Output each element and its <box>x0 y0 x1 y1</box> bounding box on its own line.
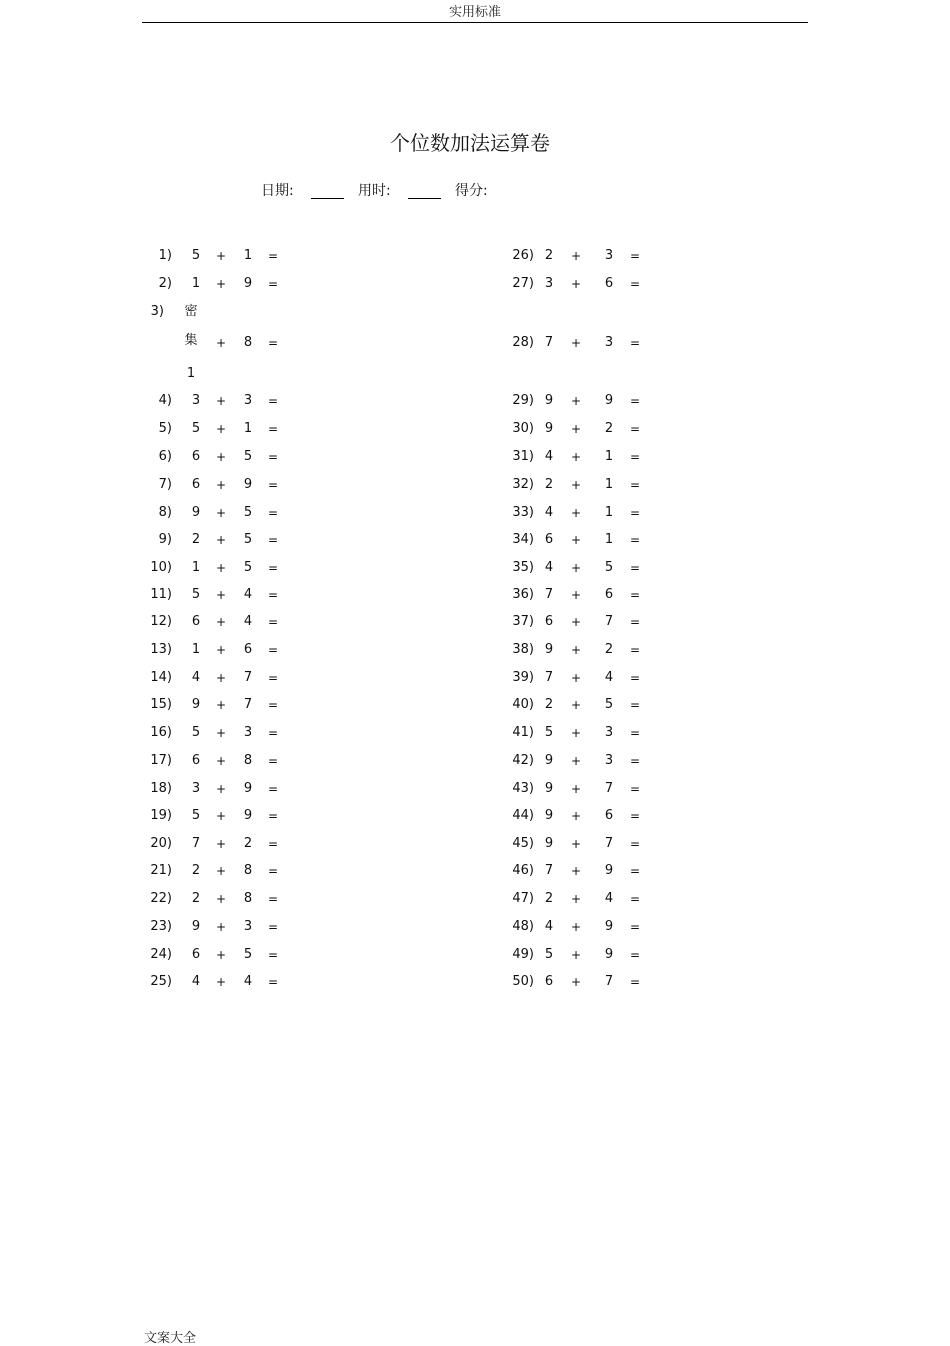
operand-a: 1 <box>191 276 201 291</box>
operand-a: 5 <box>544 947 554 962</box>
plus-sign: + <box>570 277 582 291</box>
problem-number: 15) <box>150 697 172 712</box>
operand-a: 1 <box>191 560 201 575</box>
equals-sign: = <box>267 643 279 657</box>
plus-sign: + <box>215 615 227 629</box>
equals-sign: = <box>267 754 279 768</box>
problem-number: 10) <box>150 560 172 575</box>
problem-number: 7) <box>158 477 172 492</box>
operand-a: 5 <box>191 587 201 602</box>
plus-sign: + <box>570 450 582 464</box>
equals-sign: = <box>267 277 279 291</box>
problem-number: 32) <box>512 477 534 492</box>
operand-b: 8 <box>243 753 253 768</box>
plus-sign: + <box>215 809 227 823</box>
problem-number: 12) <box>150 614 172 629</box>
operand-b: 3 <box>604 248 614 263</box>
plus-sign: + <box>570 561 582 575</box>
plus-sign: + <box>215 698 227 712</box>
equals-sign: = <box>267 478 279 492</box>
operand-a: 1 <box>191 642 201 657</box>
operand-a: 4 <box>191 670 201 685</box>
date-label: 日期: <box>261 183 294 199</box>
equals-sign: = <box>267 892 279 906</box>
operand-b: 9 <box>604 947 614 962</box>
operand-b: 1 <box>243 248 253 263</box>
problem-number: 28) <box>512 335 534 350</box>
equals-sign: = <box>267 506 279 520</box>
problem-number: 25) <box>150 974 172 989</box>
operand-b: 4 <box>243 587 253 602</box>
operand-a: 4 <box>191 974 201 989</box>
operand-b: 8 <box>243 863 253 878</box>
plus-sign: + <box>215 754 227 768</box>
operand-a: 9 <box>191 505 201 520</box>
operand-b: 9 <box>243 276 253 291</box>
problem-number: 39) <box>512 670 534 685</box>
problem-number: 17) <box>150 753 172 768</box>
problem-number: 4) <box>158 393 172 408</box>
problem-number: 1) <box>158 248 172 263</box>
plus-sign: + <box>215 975 227 989</box>
operand-a: 9 <box>544 393 554 408</box>
plus-sign: + <box>215 643 227 657</box>
operand-b: 9 <box>243 477 253 492</box>
equals-sign: = <box>267 837 279 851</box>
operand-a: 7 <box>544 863 554 878</box>
problem-number: 35) <box>512 560 534 575</box>
plus-sign: + <box>215 837 227 851</box>
operand-b: 7 <box>243 670 253 685</box>
operand-b: 1 <box>604 505 614 520</box>
operand-b: 3 <box>604 753 614 768</box>
problem-number: 47) <box>512 891 534 906</box>
time-label: 用时: <box>358 183 391 199</box>
operand-a: 9 <box>191 919 201 934</box>
operand-a: 3 <box>544 276 554 291</box>
operand-b: 8 <box>243 891 253 906</box>
equals-sign: = <box>267 450 279 464</box>
plus-sign: + <box>570 864 582 878</box>
plus-sign: + <box>570 837 582 851</box>
operand-a: 7 <box>191 836 201 851</box>
equals-sign: = <box>629 671 641 685</box>
operand-b: 6 <box>604 587 614 602</box>
operand-b: 9 <box>243 808 253 823</box>
operand-a: 2 <box>191 863 201 878</box>
problem-number: 24) <box>150 947 172 962</box>
equals-sign: = <box>267 249 279 263</box>
equals-sign: = <box>629 249 641 263</box>
operand-a: 7 <box>544 587 554 602</box>
equals-sign: = <box>629 422 641 436</box>
operand-b: 2 <box>604 642 614 657</box>
equals-sign: = <box>629 837 641 851</box>
problem-number: 20) <box>150 836 172 851</box>
plus-sign: + <box>570 336 582 350</box>
plus-sign: + <box>570 533 582 547</box>
plus-sign: + <box>215 336 227 350</box>
operand-b: 4 <box>243 974 253 989</box>
equals-sign: = <box>629 561 641 575</box>
equals-sign: = <box>629 726 641 740</box>
plus-sign: + <box>215 782 227 796</box>
problem-3-operand-line: 1 <box>186 366 196 381</box>
problem-number: 42) <box>512 753 534 768</box>
plus-sign: + <box>570 249 582 263</box>
plus-sign: + <box>215 726 227 740</box>
operand-a: 6 <box>191 753 201 768</box>
equals-sign: = <box>629 754 641 768</box>
page-header: 实用标准 <box>448 5 501 20</box>
equals-sign: = <box>629 698 641 712</box>
plus-sign: + <box>215 506 227 520</box>
plus-sign: + <box>215 892 227 906</box>
plus-sign: + <box>570 588 582 602</box>
equals-sign: = <box>629 588 641 602</box>
operand-a: 5 <box>191 725 201 740</box>
equals-sign: = <box>629 450 641 464</box>
operand-b: 8 <box>243 335 253 350</box>
problem-number: 11) <box>150 587 172 602</box>
equals-sign: = <box>267 588 279 602</box>
operand-b: 2 <box>604 421 614 436</box>
equals-sign: = <box>629 948 641 962</box>
problem-number: 50) <box>512 974 534 989</box>
operand-a: 6 <box>191 947 201 962</box>
problem-number: 44) <box>512 808 534 823</box>
equals-sign: = <box>629 892 641 906</box>
plus-sign: + <box>570 975 582 989</box>
operand-b: 5 <box>243 449 253 464</box>
operand-b: 7 <box>604 781 614 796</box>
plus-sign: + <box>215 671 227 685</box>
operand-b: 6 <box>604 276 614 291</box>
problem-number: 19) <box>150 808 172 823</box>
header-divider <box>142 22 808 23</box>
plus-sign: + <box>570 422 582 436</box>
problem-3-operand-line: 集 <box>184 333 198 348</box>
equals-sign: = <box>629 975 641 989</box>
equals-sign: = <box>267 671 279 685</box>
problem-number: 34) <box>512 532 534 547</box>
problem-number: 23) <box>150 919 172 934</box>
problem-number: 38) <box>512 642 534 657</box>
plus-sign: + <box>570 754 582 768</box>
equals-sign: = <box>267 975 279 989</box>
problem-number: 14) <box>150 670 172 685</box>
operand-b: 7 <box>604 836 614 851</box>
operand-b: 6 <box>243 642 253 657</box>
problem-number: 8) <box>158 505 172 520</box>
problem-number: 26) <box>512 248 534 263</box>
plus-sign: + <box>215 561 227 575</box>
plus-sign: + <box>570 782 582 796</box>
equals-sign: = <box>267 533 279 547</box>
equals-sign: = <box>267 948 279 962</box>
equals-sign: = <box>267 615 279 629</box>
operand-a: 4 <box>544 449 554 464</box>
plus-sign: + <box>570 615 582 629</box>
operand-a: 6 <box>544 974 554 989</box>
operand-a: 6 <box>544 532 554 547</box>
operand-b: 5 <box>243 532 253 547</box>
operand-b: 7 <box>604 614 614 629</box>
operand-a: 9 <box>191 697 201 712</box>
operand-a: 6 <box>544 614 554 629</box>
equals-sign: = <box>629 615 641 629</box>
worksheet-title: 个位数加法运算卷 <box>390 131 550 155</box>
plus-sign: + <box>570 698 582 712</box>
problem-number: 5) <box>158 421 172 436</box>
equals-sign: = <box>629 533 641 547</box>
operand-a: 5 <box>544 725 554 740</box>
plus-sign: + <box>215 920 227 934</box>
equals-sign: = <box>629 782 641 796</box>
operand-a: 5 <box>191 421 201 436</box>
problem-3-operand-line: 密 <box>184 304 198 319</box>
problem-number: 45) <box>512 836 534 851</box>
operand-b: 1 <box>604 477 614 492</box>
equals-sign: = <box>629 336 641 350</box>
operand-b: 4 <box>604 670 614 685</box>
operand-b: 5 <box>604 697 614 712</box>
operand-b: 7 <box>604 974 614 989</box>
operand-a: 9 <box>544 836 554 851</box>
problem-number: 37) <box>512 614 534 629</box>
problem-number: 40) <box>512 697 534 712</box>
equals-sign: = <box>629 864 641 878</box>
problem-number: 21) <box>150 863 172 878</box>
problem-number: 33) <box>512 505 534 520</box>
equals-sign: = <box>629 394 641 408</box>
plus-sign: + <box>570 478 582 492</box>
operand-a: 9 <box>544 642 554 657</box>
operand-b: 1 <box>604 532 614 547</box>
plus-sign: + <box>570 809 582 823</box>
operand-a: 5 <box>191 248 201 263</box>
operand-b: 9 <box>604 919 614 934</box>
problem-number: 13) <box>150 642 172 657</box>
equals-sign: = <box>267 726 279 740</box>
operand-a: 6 <box>191 614 201 629</box>
operand-a: 9 <box>544 781 554 796</box>
equals-sign: = <box>629 643 641 657</box>
problem-number: 31) <box>512 449 534 464</box>
operand-a: 7 <box>544 335 554 350</box>
problem-number: 29) <box>512 393 534 408</box>
equals-sign: = <box>267 698 279 712</box>
problem-number: 18) <box>150 781 172 796</box>
operand-b: 2 <box>243 836 253 851</box>
operand-b: 3 <box>243 919 253 934</box>
operand-b: 9 <box>243 781 253 796</box>
equals-sign: = <box>629 277 641 291</box>
time-blank[interactable] <box>408 198 441 199</box>
equals-sign: = <box>267 394 279 408</box>
operand-b: 4 <box>604 891 614 906</box>
operand-a: 9 <box>544 421 554 436</box>
equals-sign: = <box>267 809 279 823</box>
equals-sign: = <box>267 864 279 878</box>
operand-a: 9 <box>544 753 554 768</box>
operand-a: 2 <box>544 891 554 906</box>
problem-number: 49) <box>512 947 534 962</box>
date-blank[interactable] <box>311 198 344 199</box>
problem-number: 46) <box>512 863 534 878</box>
operand-b: 9 <box>604 863 614 878</box>
problem-number: 9) <box>158 532 172 547</box>
plus-sign: + <box>215 948 227 962</box>
plus-sign: + <box>570 892 582 906</box>
plus-sign: + <box>215 394 227 408</box>
operand-a: 4 <box>544 560 554 575</box>
operand-a: 2 <box>544 697 554 712</box>
plus-sign: + <box>570 394 582 408</box>
equals-sign: = <box>267 336 279 350</box>
plus-sign: + <box>215 588 227 602</box>
operand-b: 4 <box>243 614 253 629</box>
equals-sign: = <box>267 561 279 575</box>
operand-a: 6 <box>191 477 201 492</box>
equals-sign: = <box>267 782 279 796</box>
problem-number: 48) <box>512 919 534 934</box>
plus-sign: + <box>215 864 227 878</box>
problem-number: 41) <box>512 725 534 740</box>
operand-b: 9 <box>604 393 614 408</box>
equals-sign: = <box>629 809 641 823</box>
operand-a: 4 <box>544 919 554 934</box>
operand-a: 7 <box>544 670 554 685</box>
operand-b: 1 <box>243 421 253 436</box>
problem-number: 27) <box>512 276 534 291</box>
operand-b: 3 <box>604 335 614 350</box>
equals-sign: = <box>267 920 279 934</box>
operand-b: 5 <box>243 560 253 575</box>
plus-sign: + <box>215 422 227 436</box>
operand-a: 2 <box>191 891 201 906</box>
equals-sign: = <box>629 920 641 934</box>
operand-a: 4 <box>544 505 554 520</box>
plus-sign: + <box>215 249 227 263</box>
operand-b: 5 <box>243 947 253 962</box>
problem-number: 36) <box>512 587 534 602</box>
plus-sign: + <box>570 948 582 962</box>
equals-sign: = <box>629 478 641 492</box>
operand-a: 2 <box>544 248 554 263</box>
operand-b: 6 <box>604 808 614 823</box>
page-footer: 文案大全 <box>144 1331 197 1346</box>
problem-number: 2) <box>158 276 172 291</box>
score-label: 得分: <box>455 183 488 199</box>
plus-sign: + <box>215 533 227 547</box>
operand-b: 5 <box>604 560 614 575</box>
operand-a: 3 <box>191 781 201 796</box>
operand-b: 3 <box>604 725 614 740</box>
plus-sign: + <box>570 671 582 685</box>
operand-a: 6 <box>191 449 201 464</box>
operand-a: 3 <box>191 393 201 408</box>
plus-sign: + <box>570 920 582 934</box>
problem-number: 3) <box>150 304 164 319</box>
operand-b: 7 <box>243 697 253 712</box>
equals-sign: = <box>267 422 279 436</box>
problem-number: 6) <box>158 449 172 464</box>
plus-sign: + <box>215 277 227 291</box>
problem-number: 22) <box>150 891 172 906</box>
operand-a: 2 <box>191 532 201 547</box>
plus-sign: + <box>570 643 582 657</box>
plus-sign: + <box>215 478 227 492</box>
problem-number: 16) <box>150 725 172 740</box>
plus-sign: + <box>570 726 582 740</box>
problem-number: 43) <box>512 781 534 796</box>
problem-number: 30) <box>512 421 534 436</box>
operand-a: 5 <box>191 808 201 823</box>
operand-b: 5 <box>243 505 253 520</box>
operand-b: 3 <box>243 725 253 740</box>
operand-a: 2 <box>544 477 554 492</box>
operand-b: 1 <box>604 449 614 464</box>
equals-sign: = <box>629 506 641 520</box>
operand-b: 3 <box>243 393 253 408</box>
plus-sign: + <box>570 506 582 520</box>
operand-a: 9 <box>544 808 554 823</box>
plus-sign: + <box>215 450 227 464</box>
